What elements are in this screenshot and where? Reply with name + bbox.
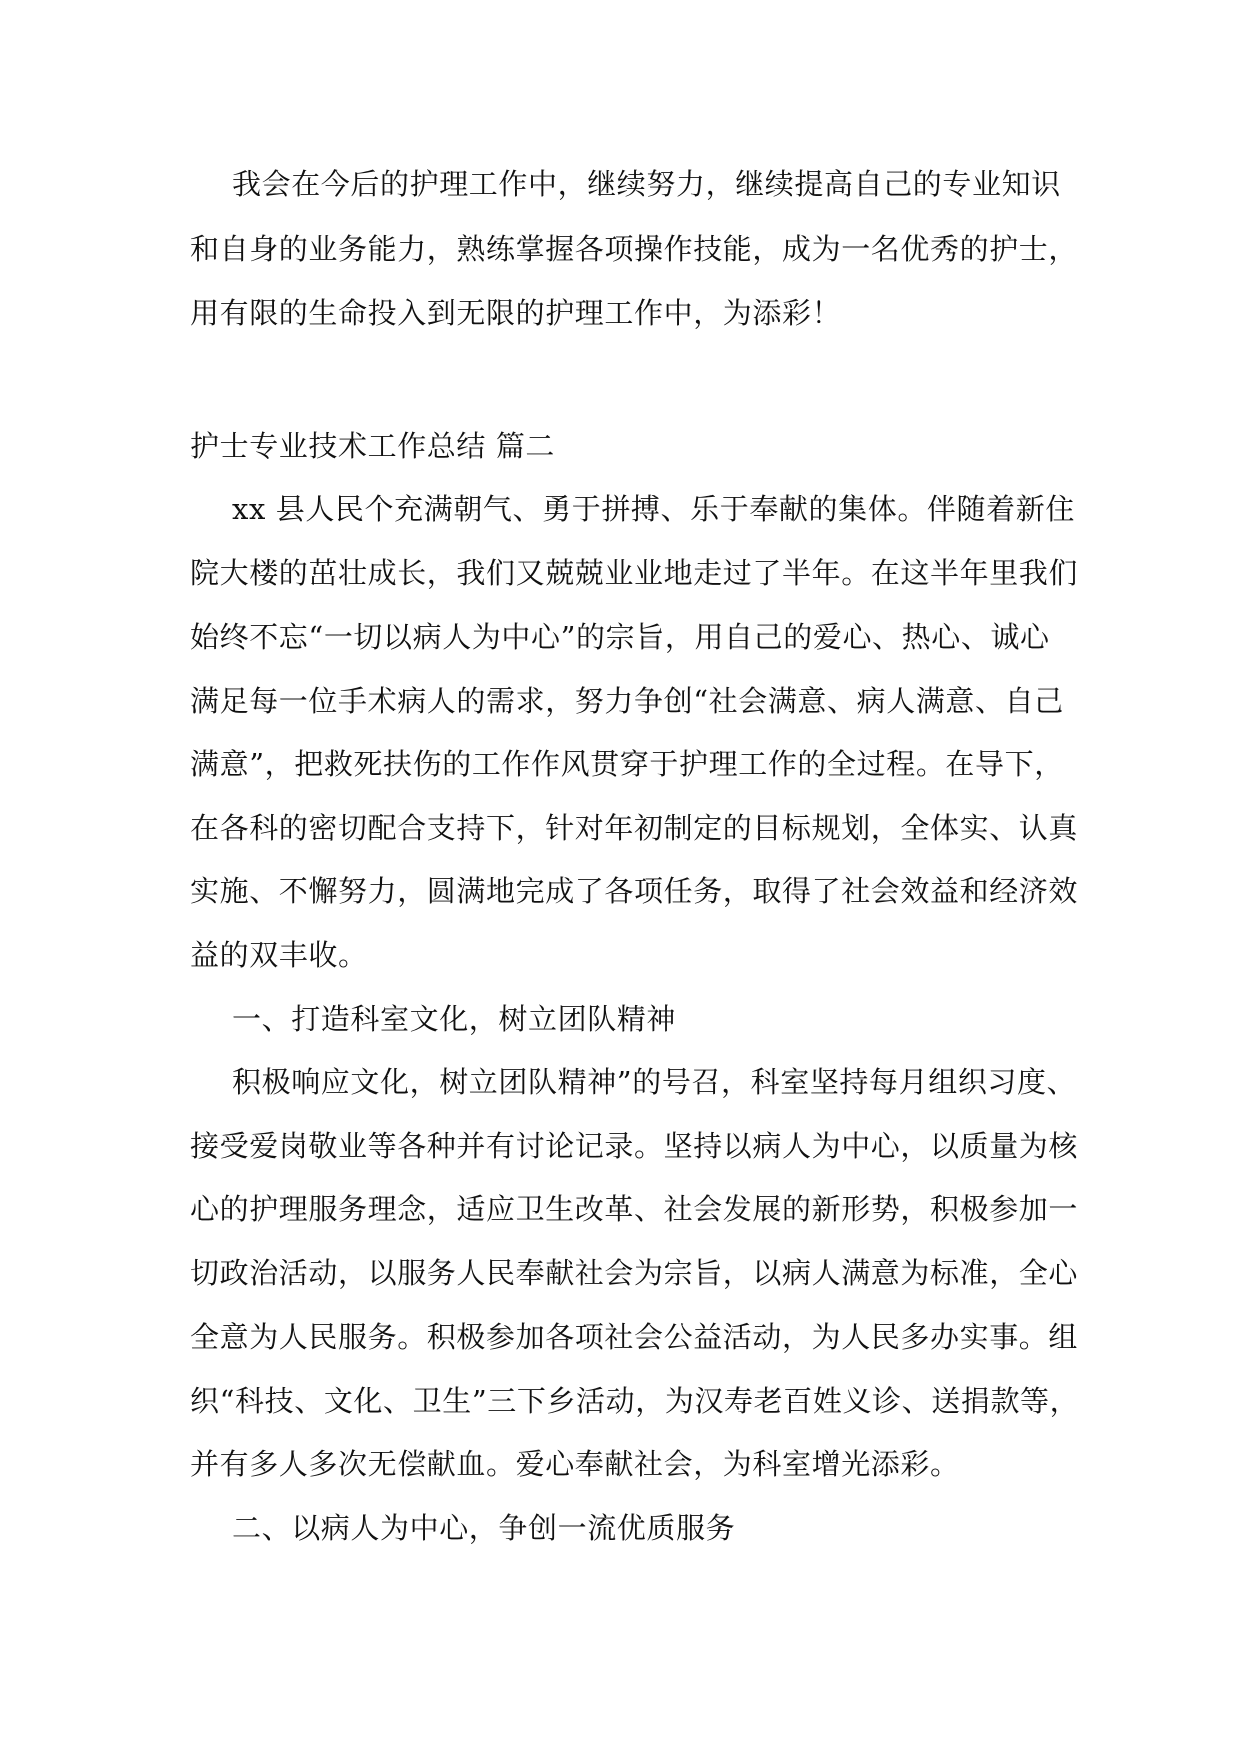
paragraph-line: 和自身的业务能力，熟练掌握各项操作技能，成为一名优秀的护士， xyxy=(190,232,1079,266)
paragraph-line: 切政治活动，以服务人民奉献社会为宗旨，以病人满意为标准，全心 xyxy=(190,1256,1079,1290)
paragraph-line: 实施、不懈努力，圆满地完成了各项任务，取得了社会效益和经济效 xyxy=(190,874,1079,908)
paragraph-line: 在各科的密切配合支持下，针对年初制定的目标规划，全体实、认真 xyxy=(190,811,1079,845)
paragraph-line: xx 县人民个充满朝气、勇于拼搏、乐于奉献的集体。伴随着新住 xyxy=(232,492,1075,526)
paragraph-line: 我会在今后的护理工作中，继续努力，继续提高自己的专业知识 xyxy=(232,167,1061,201)
paragraph-line: 接受爱岗敬业等各种并有讨论记录。坚持以病人为中心，以质量为核 xyxy=(190,1129,1079,1163)
heading-2: 二、以病人为中心，争创一流优质服务 xyxy=(232,1511,736,1545)
paragraph-line: 满意”，把救死扶伤的工作作风贯穿于护理工作的全过程。在导下， xyxy=(190,747,1064,781)
paragraph-line: 用有限的生命投入到无限的护理工作中，为添彩！ xyxy=(190,296,842,330)
heading-1: 一、打造科室文化，树立团队精神 xyxy=(232,1002,677,1036)
paragraph-line: 心的护理服务理念，适应卫生改革、社会发展的新形势，积极参加一 xyxy=(190,1192,1079,1226)
section-title: 护士专业技术工作总结 篇二 xyxy=(190,429,556,463)
paragraph-line: 满足每一位手术病人的需求，努力争创“社会满意、病人满意、自己 xyxy=(190,684,1064,718)
paragraph-line: 全意为人民服务。积极参加各项社会公益活动，为人民多办实事。组 xyxy=(190,1320,1079,1354)
paragraph-line: 益的双丰收。 xyxy=(190,938,368,972)
paragraph-line: 院大楼的茁壮成长，我们又兢兢业业地走过了半年。在这半年里我们 xyxy=(190,556,1079,590)
paragraph-line: 织“科技、文化、卫生”三下乡活动，为汉寿老百姓义诊、送捐款等， xyxy=(190,1384,1080,1418)
paragraph-line: 始终不忘“一切以病人为中心”的宗旨，用自己的爱心、热心、诚心 xyxy=(190,620,1050,654)
paragraph-line: 并有多人多次无偿献血。爱心奉献社会，为科室增光添彩。 xyxy=(190,1447,960,1481)
paragraph-line: 积极响应文化，树立团队精神”的号召，科室坚持每月组织习度、 xyxy=(232,1065,1077,1099)
